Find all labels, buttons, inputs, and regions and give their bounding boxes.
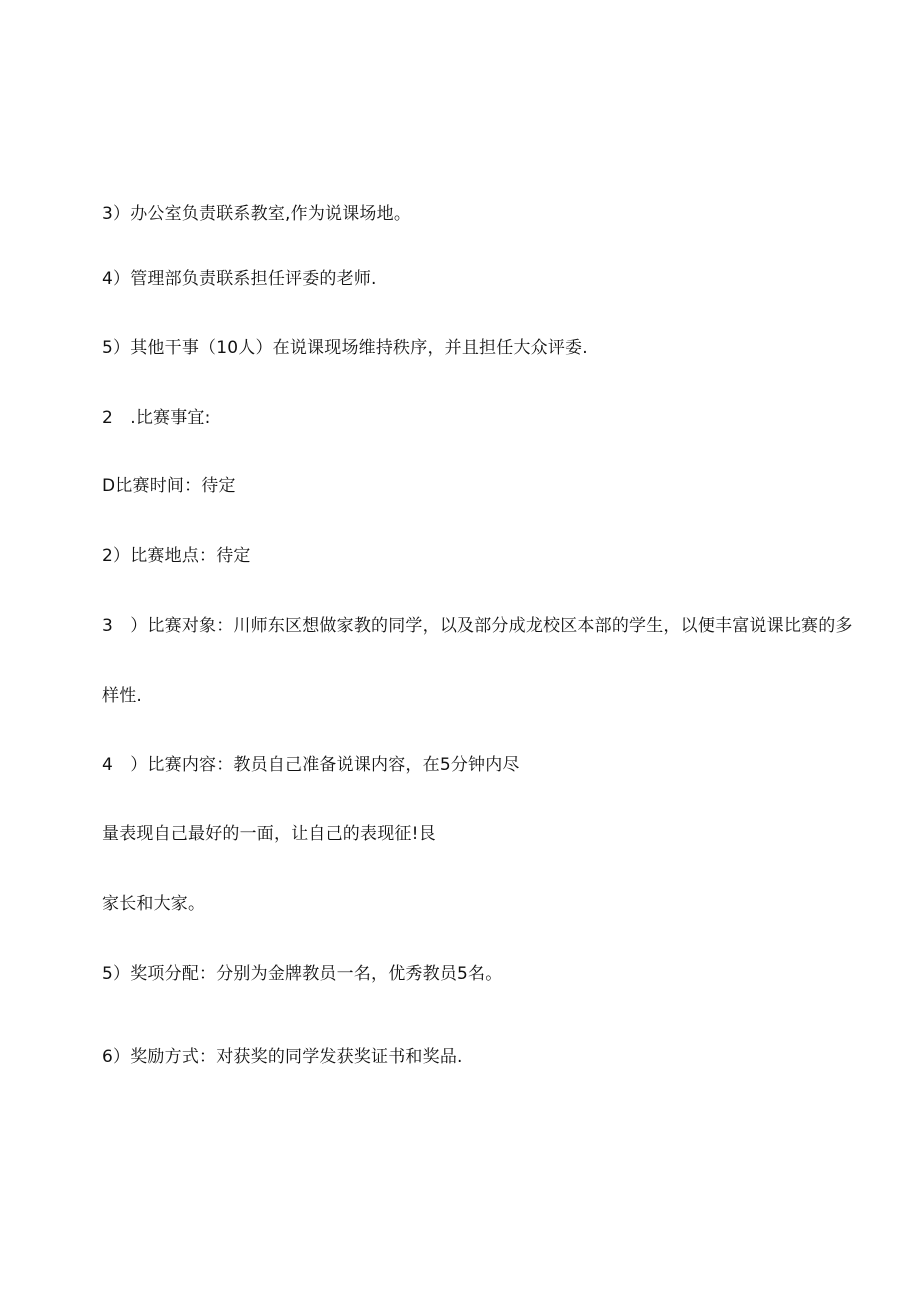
section-heading-competition: 2 .比赛事宜: <box>102 408 211 428</box>
text-line-management-duty: 4）管理部负责联系担任评委的老师. <box>102 269 377 289</box>
text-line-target-continued: 样性. <box>102 686 143 706</box>
text-line-content-continued: 量表现自己最好的一面，让自己的表现征!艮 <box>102 824 436 844</box>
text-line-content-end: 家长和大家。 <box>102 894 206 914</box>
text-line-awards: 5）奖项分配：分别为金牌教员一名，优秀教员5名。 <box>102 964 503 984</box>
text-line-competition-venue: 2）比赛地点：待定 <box>102 546 251 566</box>
text-line-office-duty: 3）办公室负责联系教室,作为说课场地。 <box>102 204 412 224</box>
text-line-competition-content: 4 ）比赛内容：教员自己准备说课内容，在5分钟内尽 <box>102 755 520 775</box>
text-line-other-staff: 5）其他干事（10人）在说课现场维持秩序，并且担任大众评委. <box>102 338 588 358</box>
text-line-reward-method: 6）奖励方式：对获奖的同学发获奖证书和奖品. <box>102 1047 463 1067</box>
text-line-competition-target: 3 ）比赛对象：川师东区想做家教的同学，以及部分成龙校区本部的学生，以便丰富说课比赛的多 <box>102 616 853 636</box>
text-line-competition-time: D比赛时间：待定 <box>102 476 236 496</box>
